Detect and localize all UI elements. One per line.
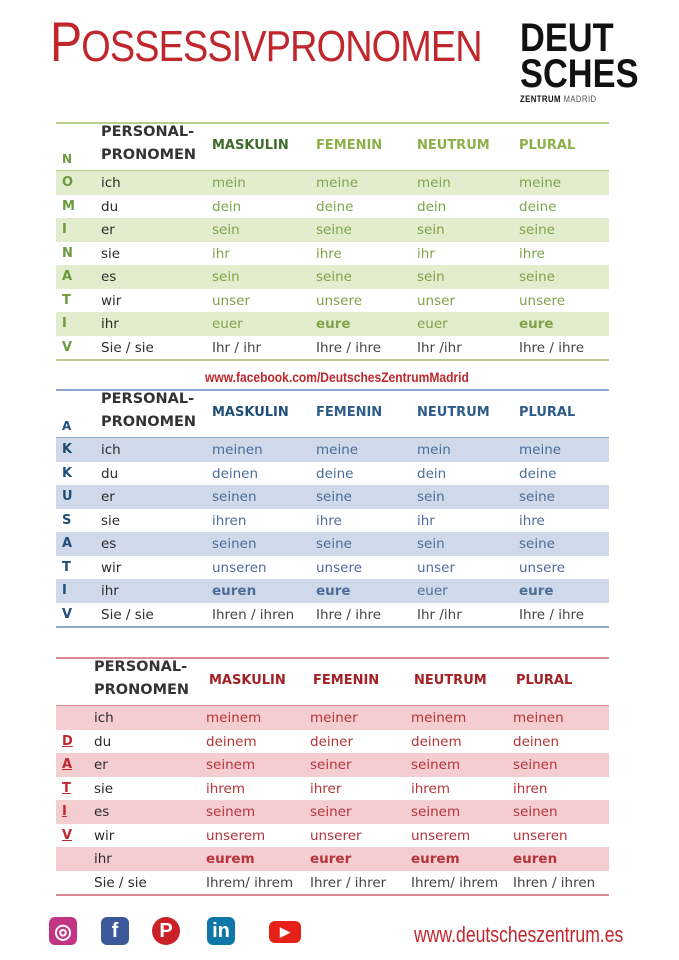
- possessive-cell: Ihre / ihre: [316, 606, 382, 623]
- table-row: [56, 265, 609, 289]
- table-row: [56, 195, 609, 219]
- case-letter: I: [62, 583, 67, 598]
- table-row: [56, 509, 609, 533]
- possessive-cell: seine: [519, 489, 555, 505]
- personal-pronoun: sie: [101, 512, 121, 529]
- header-maskulin: MASKULIN: [209, 673, 286, 688]
- personal-pronoun: ich: [94, 710, 114, 726]
- case-letter: M: [62, 198, 75, 214]
- header-personal: PERSONAL-: [101, 124, 195, 140]
- possessive-cell: euer: [417, 583, 448, 599]
- possessive-cell: ihre: [519, 512, 545, 529]
- possessive-cell: ihren: [513, 780, 548, 797]
- possessive-cell: seiner: [310, 804, 352, 820]
- facebook-url[interactable]: www.facebook.com/DeutschesZentrumMadrid: [205, 369, 469, 385]
- personal-pronoun: sie: [101, 245, 121, 262]
- personal-pronoun: er: [101, 222, 115, 238]
- personal-pronoun: du: [101, 465, 119, 482]
- possessive-cell: eure: [316, 316, 351, 332]
- possessive-cell: unsere: [316, 559, 363, 576]
- table-row: [56, 438, 609, 462]
- possessive-cell: seine: [316, 269, 352, 285]
- possessive-cell: deinem: [411, 733, 462, 750]
- possessive-cell: meine: [316, 175, 359, 191]
- header-neutrum: NEUTRUM: [414, 673, 487, 688]
- personal-pronoun: du: [101, 198, 119, 215]
- possessive-cell: meinen: [212, 442, 263, 458]
- personal-pronoun: ihr: [101, 583, 119, 599]
- table-row: [56, 485, 609, 509]
- possessive-cell: meine: [519, 175, 562, 191]
- header-pronomen: PRONOMEN: [101, 414, 197, 430]
- section-nominativ: [56, 122, 609, 356]
- header-femenin: FEMENIN: [316, 405, 383, 420]
- header-femenin: FEMENIN: [316, 138, 383, 153]
- possessive-cell: seinem: [206, 757, 256, 773]
- possessive-cell: unserem: [411, 827, 471, 844]
- table-row: [56, 218, 609, 242]
- possessive-cell: eure: [316, 583, 351, 599]
- table-row: [56, 706, 609, 730]
- personal-pronoun: er: [101, 489, 115, 505]
- case-letter: A: [62, 757, 73, 772]
- case-letter: K: [62, 442, 73, 457]
- possessive-cell: ihrem: [206, 780, 246, 797]
- divider: [56, 894, 609, 896]
- case-letter: U: [62, 489, 73, 504]
- possessive-cell: sein: [417, 222, 445, 238]
- table-header: [56, 389, 609, 437]
- case-letter: V: [62, 606, 73, 622]
- possessive-cell: seine: [519, 536, 555, 552]
- table-row: [56, 800, 609, 824]
- possessive-cell: seiner: [310, 757, 352, 773]
- table-row: [56, 777, 609, 801]
- table-row: [56, 532, 609, 556]
- possessive-cell: unser: [417, 559, 456, 576]
- possessive-cell: meine: [519, 442, 562, 458]
- possessive-cell: unsere: [519, 559, 566, 576]
- case-letter: I: [62, 804, 67, 819]
- case-letter: O: [62, 175, 74, 190]
- possessive-cell: seine: [316, 489, 352, 505]
- header-pronomen: PRONOMEN: [101, 147, 197, 163]
- possessive-cell: unser: [417, 292, 456, 309]
- facebook-icon[interactable]: f: [101, 917, 129, 945]
- case-letter: V: [62, 339, 73, 355]
- possessive-cell: seinen: [513, 804, 558, 820]
- personal-pronoun: wir: [94, 827, 115, 844]
- possessive-cell: unsere: [519, 292, 566, 309]
- deutsches-zentrum-logo: DEUT SCHES ZENTRUM MADRID: [520, 16, 639, 104]
- possessive-cell: Ihre / ihre: [519, 339, 585, 356]
- header-pronomen: PRONOMEN: [94, 682, 190, 698]
- possessive-cell: mein: [417, 175, 451, 191]
- case-letter: T: [62, 559, 71, 575]
- case-letter: N: [62, 245, 73, 261]
- possessive-cell: Ihrem/ ihrem: [206, 874, 294, 891]
- youtube-icon[interactable]: ▶: [269, 921, 301, 943]
- possessive-cell: deinen: [212, 465, 259, 482]
- possessive-cell: deinen: [513, 733, 560, 750]
- possessive-cell: Ihr /ihr: [417, 339, 462, 356]
- case-letter: A: [62, 536, 73, 551]
- possessive-cell: ihrer: [310, 780, 342, 797]
- possessive-cell: seinem: [411, 804, 461, 820]
- possessive-cell: meinem: [206, 710, 262, 726]
- possessive-cell: eurem: [411, 851, 460, 867]
- case-letter: A: [62, 269, 73, 284]
- header-plural: PLURAL: [519, 405, 576, 420]
- possessive-cell: Ihren / ihren: [513, 874, 596, 891]
- possessive-cell: seinen: [212, 536, 257, 552]
- case-letter: D: [62, 733, 73, 749]
- table-row: [56, 289, 609, 313]
- header-personal: PERSONAL-: [94, 659, 188, 675]
- case-letter: T: [62, 780, 71, 796]
- personal-pronoun: Sie / sie: [101, 606, 154, 623]
- possessive-cell: sein: [212, 222, 240, 238]
- possessive-cell: seine: [316, 536, 352, 552]
- pinterest-icon[interactable]: P: [152, 917, 180, 945]
- divider: [56, 626, 609, 628]
- case-letter: I: [62, 222, 67, 237]
- personal-pronoun: es: [94, 804, 110, 820]
- possessive-cell: eure: [519, 316, 554, 332]
- possessive-cell: Ihre / ihre: [519, 606, 585, 623]
- possessive-cell: meinem: [411, 710, 467, 726]
- possessive-cell: unseren: [212, 559, 267, 576]
- possessive-cell: mein: [417, 442, 451, 458]
- possessive-cell: deinem: [206, 733, 257, 750]
- possessive-cell: unserem: [206, 827, 266, 844]
- header-plural: PLURAL: [519, 138, 576, 153]
- possessive-cell: seinen: [513, 757, 558, 773]
- possessive-cell: dein: [417, 465, 447, 482]
- table-row: [56, 579, 609, 603]
- personal-pronoun: ihr: [101, 316, 119, 332]
- possessive-cell: Ihrer / ihrer: [310, 874, 387, 891]
- table-header: [56, 122, 609, 170]
- possessive-cell: euren: [212, 583, 257, 599]
- possessive-cell: Ihr /ihr: [417, 606, 462, 623]
- table-header: [56, 657, 609, 705]
- personal-pronoun: wir: [101, 559, 122, 576]
- personal-pronoun: ihr: [94, 851, 112, 867]
- personal-pronoun: du: [94, 733, 112, 750]
- table-row: [56, 242, 609, 266]
- header-maskulin: MASKULIN: [212, 405, 289, 420]
- possessive-cell: deine: [519, 465, 557, 482]
- possessive-cell: dein: [417, 198, 447, 215]
- possessive-cell: ihr: [212, 245, 230, 262]
- table-row: [56, 824, 609, 848]
- possessive-cell: dein: [212, 198, 242, 215]
- possessive-cell: seinem: [206, 804, 256, 820]
- header-plural: PLURAL: [516, 673, 573, 688]
- possessive-cell: sein: [417, 489, 445, 505]
- possessive-cell: seine: [519, 269, 555, 285]
- linkedin-icon[interactable]: in: [207, 917, 235, 945]
- case-letter: S: [62, 512, 72, 528]
- header-femenin: FEMENIN: [313, 673, 380, 688]
- possessive-cell: Ihrem/ ihrem: [411, 874, 499, 891]
- divider: [56, 359, 609, 361]
- personal-pronoun: er: [94, 757, 108, 773]
- possessive-cell: euer: [212, 316, 243, 332]
- personal-pronoun: Sie / sie: [94, 874, 147, 891]
- table-row: [56, 312, 609, 336]
- possessive-cell: unseren: [513, 827, 568, 844]
- case-letter: V: [62, 827, 73, 843]
- instagram-icon[interactable]: ◎: [49, 917, 77, 945]
- personal-pronoun: Sie / sie: [101, 339, 154, 356]
- personal-pronoun: es: [101, 536, 117, 552]
- possessive-cell: seinen: [212, 489, 257, 505]
- personal-pronoun: es: [101, 269, 117, 285]
- header-neutrum: NEUTRUM: [417, 405, 490, 420]
- section-akkusativ: [56, 389, 609, 623]
- possessive-cell: ihr: [417, 245, 435, 262]
- possessive-cell: sein: [417, 536, 445, 552]
- possessive-cell: sein: [417, 269, 445, 285]
- case-letter: I: [62, 316, 67, 331]
- possessive-cell: ihren: [212, 512, 247, 529]
- personal-pronoun: ich: [101, 175, 121, 191]
- possessive-cell: eurer: [310, 851, 352, 867]
- possessive-cell: euren: [513, 851, 558, 867]
- table-row: [56, 730, 609, 754]
- personal-pronoun: ich: [101, 442, 121, 458]
- possessive-cell: seine: [519, 222, 555, 238]
- table-row: [56, 847, 609, 871]
- header-personal: PERSONAL-: [101, 391, 195, 407]
- table-row: [56, 603, 609, 627]
- table-row: [56, 753, 609, 777]
- section-dativ: [56, 657, 609, 891]
- table-row: [56, 871, 609, 895]
- table-row: [56, 462, 609, 486]
- possessive-cell: unserer: [310, 827, 362, 844]
- header-maskulin: MASKULIN: [212, 138, 289, 153]
- possessive-cell: deine: [316, 465, 354, 482]
- table-row: [56, 556, 609, 580]
- personal-pronoun: wir: [101, 292, 122, 309]
- possessive-cell: unsere: [316, 292, 363, 309]
- possessive-cell: Ihre / ihre: [316, 339, 382, 356]
- possessive-cell: seinem: [411, 757, 461, 773]
- case-letter: K: [62, 465, 73, 481]
- possessive-cell: ihre: [316, 512, 342, 529]
- possessive-cell: deiner: [310, 733, 354, 750]
- header-neutrum: NEUTRUM: [417, 138, 490, 153]
- possessive-cell: deine: [316, 198, 354, 215]
- possessive-cell: eurem: [206, 851, 255, 867]
- table-row: [56, 336, 609, 360]
- page-title: POSSESSIVPRONOMEN: [50, 10, 482, 73]
- possessive-cell: ihr: [417, 512, 435, 529]
- table-row: [56, 171, 609, 195]
- possessive-cell: euer: [417, 316, 448, 332]
- possessive-cell: seine: [316, 222, 352, 238]
- possessive-cell: Ihr / ihr: [212, 339, 262, 356]
- case-letter: N: [62, 152, 73, 166]
- possessive-cell: ihrem: [411, 780, 451, 797]
- possessive-cell: deine: [519, 198, 557, 215]
- possessive-cell: meiner: [310, 710, 358, 726]
- possessive-cell: meine: [316, 442, 359, 458]
- possessive-cell: ihre: [316, 245, 342, 262]
- possessive-cell: sein: [212, 269, 240, 285]
- possessive-cell: unser: [212, 292, 251, 309]
- case-letter: T: [62, 292, 71, 308]
- website-url[interactable]: www.deutscheszentrum.es: [414, 922, 624, 947]
- personal-pronoun: sie: [94, 780, 114, 797]
- case-letter: A: [62, 419, 72, 433]
- possessive-cell: ihre: [519, 245, 545, 262]
- possessive-cell: meinen: [513, 710, 564, 726]
- possessive-cell: mein: [212, 175, 246, 191]
- possessive-cell: eure: [519, 583, 554, 599]
- possessive-cell: Ihren / ihren: [212, 606, 295, 623]
